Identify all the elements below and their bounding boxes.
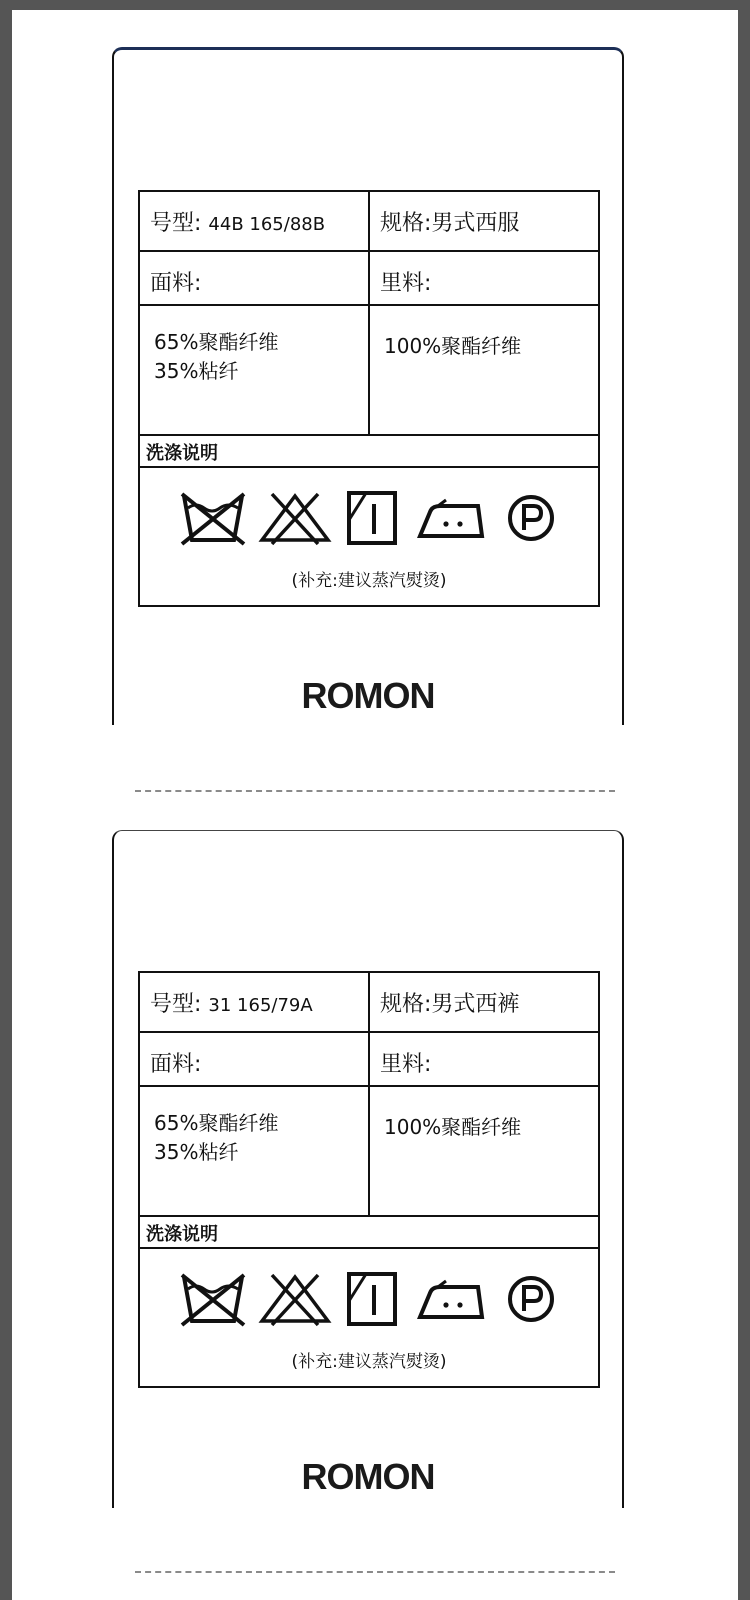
composition-row [140,306,598,436]
care-label-suit-jacket [112,47,624,725]
care-note: (补充:建议蒸汽熨烫) [291,1352,447,1372]
fabric-label: 面料: [150,1052,202,1077]
wash-title-row [140,436,598,468]
care-label-trousers [112,830,624,1508]
lining-line-1: 100%聚酯纤维 [384,334,522,358]
care-symbols-row [140,1249,598,1386]
size-row [140,973,598,1033]
dashed-divider [135,790,615,792]
fabric-line-2: 35%粘纤 [154,1140,239,1164]
no-bleach-icon [258,1271,332,1327]
size-value: 44B 165/88B [208,214,326,235]
fabric-line-1: 65%聚酯纤维 [154,1111,279,1135]
care-symbols-row [140,468,598,605]
wash-instructions-title: 洗涤说明 [146,443,218,464]
brand-logo: ROMON [301,675,435,716]
size-label: 号型: [150,992,202,1017]
composition-row [140,1087,598,1217]
spec-cell: 规格:男式西裤 [380,992,520,1017]
wash-instructions-title: 洗涤说明 [146,1224,218,1245]
iron-medium-icon [416,1271,486,1327]
spec-cell: 规格:男式西服 [380,211,520,236]
size-cell [150,987,313,1018]
dashed-divider [135,1571,615,1573]
care-table [138,190,600,607]
care-symbols [140,1271,598,1331]
care-note: (补充:建议蒸汽熨烫) [291,571,447,591]
no-bleach-icon [258,490,332,546]
dry-clean-p-icon [506,490,556,546]
material-header-row [140,1033,598,1087]
size-label: 号型: [150,211,202,236]
lining-label: 里料: [380,1052,432,1077]
dry-clean-p-icon [506,1271,556,1327]
no-wash-icon [178,1271,248,1327]
fabric-composition [154,1109,278,1167]
fabric-label: 面料: [150,271,202,296]
size-cell [150,206,325,237]
material-header-row [140,252,598,306]
size-row [140,192,598,252]
care-table [138,971,600,1388]
no-wash-icon [178,490,248,546]
drip-dry-icon [346,490,398,546]
brand-logo: ROMON [301,1456,435,1497]
lining-composition [384,1113,521,1142]
care-symbols [140,490,598,550]
fabric-line-2: 35%粘纤 [154,359,239,383]
iron-medium-icon [416,490,486,546]
fabric-line-1: 65%聚酯纤维 [154,330,279,354]
lining-composition [384,332,521,361]
drip-dry-icon [346,1271,398,1327]
size-value: 31 165/79A [208,995,313,1016]
lining-line-1: 100%聚酯纤维 [384,1115,522,1139]
lining-label: 里料: [380,271,432,296]
fabric-composition [154,328,278,386]
page-sheet [12,10,738,1600]
wash-title-row [140,1217,598,1249]
